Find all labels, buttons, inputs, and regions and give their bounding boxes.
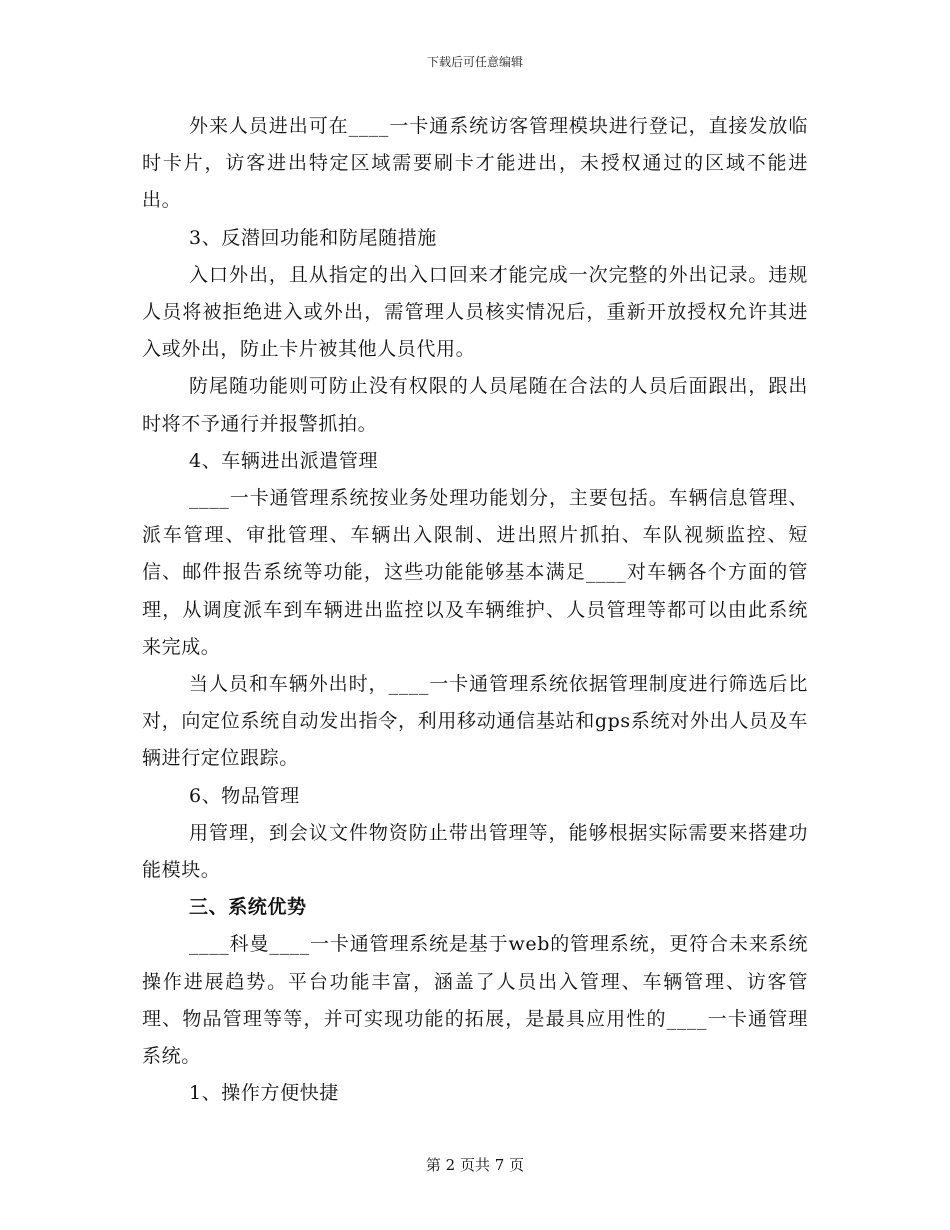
paragraph-anti-passback: 入口外出，且从指定的出入口回来才能完成一次完整的外出记录。违规人员将被拒绝进入或外出，需管理人员核实情况后，重新开放授权允许其进入或外出，防止卡片被其他人员代用。: [142, 263, 808, 361]
page-number: 第 2 页共 7 页: [425, 1156, 525, 1174]
heading-system-advantages: 三、系统优势: [189, 896, 307, 919]
paragraph-vehicle-tracking: 当人员和车辆外出时，____一卡通管理系统依据管理制度进行筛选后比对，向定位系统自动发出指令，利用移动通信基站和gps系统对外出人员及车辆进行定位跟踪。: [142, 673, 808, 770]
heading-easy-operation: 1、操作方便快捷: [189, 1082, 339, 1105]
paragraph-visitor-management: 外来人员进出可在____一卡通系统访客管理模块进行登记，直接发放临时卡片，访客进出特定区域需要刷卡才能进出，未授权通过的区域不能进出。: [142, 115, 808, 212]
heading-goods-management: 6、物品管理: [189, 784, 300, 807]
paragraph-goods-management: 用管理，到会议文件物资防止带出管理等，能够根据实际需要来搭建功能模块。: [142, 821, 808, 882]
heading-vehicle-dispatch: 4、车辆进出派遣管理: [189, 449, 379, 472]
page-header: 下载后可任意编辑: [426, 55, 523, 69]
heading-anti-passback: 3、反潜回功能和防尾随措施: [189, 226, 437, 249]
paragraph-anti-tailgating: 防尾随功能则可防止没有权限的人员尾随在合法的人员后面跟出，跟出时将不予通行并报警抓拍。: [142, 375, 808, 435]
paragraph-system-advantages: ____科曼____一卡通管理系统是基于web的管理系统，更符合未来系统操作进展趋势。平台功能丰富，涵盖了人员出入管理、车辆管理、访客管理、物品管理等等，并可实现功能的拓展，是最具应用性的____一卡通管理系统。: [142, 933, 808, 1068]
document-body: [142, 108, 808, 1112]
paragraph-vehicle-functions: ____一卡通管理系统按业务处理功能划分，主要包括。车辆信息管理、派车管理、审批管理、车辆出入限制、进出照片抓拍、车队视频监控、短信、邮件报告系统等功能，这些功能能够基本满足____对车辆各个方面的管理，从调度派车到车辆进出监控以及车辆维护、人员管理等都可以由此系统来完成。: [142, 487, 808, 658]
